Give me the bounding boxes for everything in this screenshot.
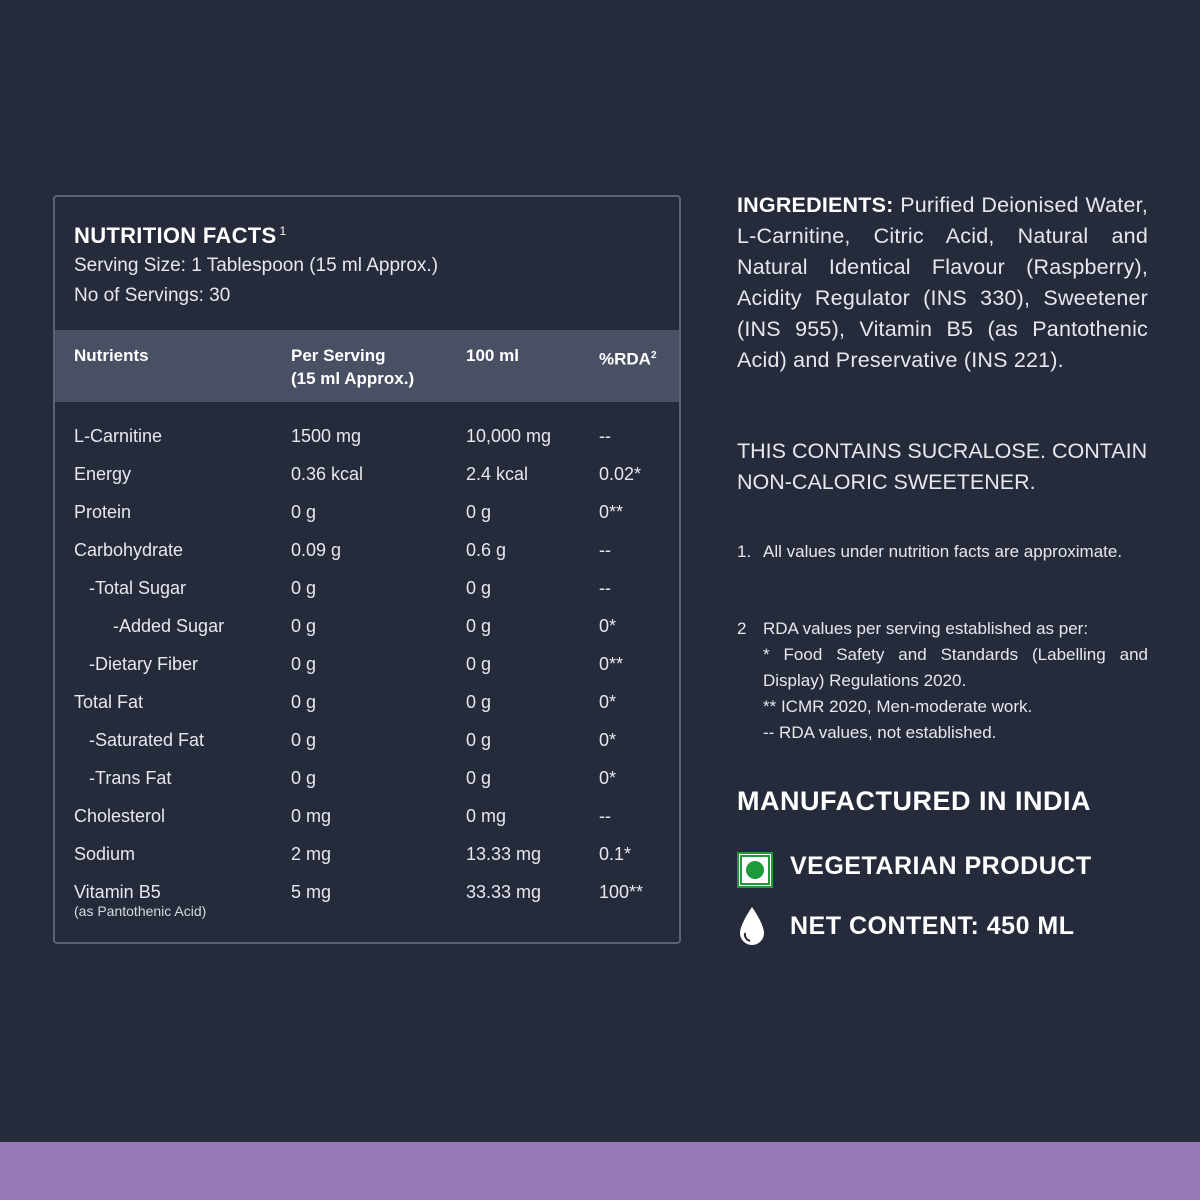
nutrient-name: Vitamin B5 xyxy=(74,882,161,902)
per-serving-value: 0 mg xyxy=(291,806,332,826)
table-row xyxy=(55,806,679,844)
nutrient-name: L-Carnitine xyxy=(74,426,163,446)
ingredients-block xyxy=(737,190,1148,376)
per-100ml-value: 2.4 kcal xyxy=(466,464,529,484)
nutrient-name: -Dietary Fiber xyxy=(89,654,199,674)
nutrient-name: -Saturated Fat xyxy=(89,730,205,750)
footnote-2-fssai: * Food Safety and Standards (Labelling and Display) Regulations 2020. xyxy=(763,645,1148,690)
vegetarian-product-label: VEGETARIAN PRODUCT xyxy=(790,852,1092,880)
nutrient-name: Cholesterol xyxy=(74,806,166,826)
per-serving-value: 0 g xyxy=(291,692,317,712)
per-100ml-value: 0 g xyxy=(466,616,492,636)
header-rda: %RDA$^2$ xyxy=(599,349,657,369)
manufactured-in-india: MANUFACTURED IN INDIA xyxy=(737,786,1091,816)
footnote-2-number: 2 xyxy=(737,619,747,638)
per-100ml-value: 10,000 mg xyxy=(466,426,552,446)
per-100ml-value: 0 g xyxy=(466,578,492,598)
per-100ml-value: 0 g xyxy=(466,502,492,522)
footnote-2-not-established: -- RDA values, not established. xyxy=(763,723,997,742)
header-per-serving: Per Serving (15 ml Approx.) xyxy=(291,346,415,388)
per-serving-value: 2 mg xyxy=(291,844,332,864)
footer-color-band xyxy=(0,1142,1200,1200)
rda-value: -- xyxy=(599,426,611,446)
per-100ml-value: 0 g xyxy=(466,654,492,674)
table-row xyxy=(55,768,679,806)
ingredients-label: INGREDIENTS: xyxy=(737,193,894,217)
table-row xyxy=(55,654,679,692)
table-row xyxy=(55,426,679,464)
per-serving-value: 0 g xyxy=(291,768,317,788)
per-serving-value: 0 g xyxy=(291,578,317,598)
nutrition-table-header xyxy=(55,330,679,402)
nutrient-name: Sodium xyxy=(74,844,136,864)
number-of-servings: No of Servings: 30 xyxy=(74,285,231,306)
table-row xyxy=(55,692,679,730)
nutrient-name: Total Fat xyxy=(74,692,144,712)
net-content-label: NET CONTENT: 450 ML xyxy=(790,912,1075,940)
header-per-100ml: 100 ml xyxy=(466,346,519,365)
footnote-2 xyxy=(737,616,1148,746)
per-serving-value: 0.09 g xyxy=(291,540,342,560)
vegetarian-mark-icon xyxy=(737,852,773,888)
per-serving-value: 0 g xyxy=(291,730,317,750)
table-row xyxy=(55,844,679,882)
per-100ml-value: 0 g xyxy=(466,768,492,788)
footnote-1-number: 1. xyxy=(737,542,752,561)
ingredients-text: Purified Deionised Water, L-Carnitine, Citric Acid, Natural and Natural Identical Flavour (Raspberry), Acidity Regulator (INS 330), Sweetener (INS 955), Vitamin B5 (as Pantothenic Acid) and Preservative (INS 221). xyxy=(737,193,1148,372)
rda-value: 100** xyxy=(599,882,644,902)
table-row xyxy=(55,540,679,578)
rda-value: 0.02* xyxy=(599,464,642,484)
rda-value: 0** xyxy=(599,654,624,674)
rda-value: -- xyxy=(599,806,611,826)
nutrition-facts-title: NUTRITION FACTS $^1$ xyxy=(74,223,287,248)
per-serving-value: 1500 mg xyxy=(291,426,362,446)
vitamin-b5-note: (as Pantothenic Acid) xyxy=(74,903,207,919)
rda-value: 0.1* xyxy=(599,844,632,864)
rda-value: -- xyxy=(599,540,611,560)
per-100ml-value: 0 mg xyxy=(466,806,507,826)
nutrient-name: -Trans Fat xyxy=(89,768,172,788)
per-100ml-value: 33.33 mg xyxy=(466,882,542,902)
footnote-2-icmr: ** ICMR 2020, Men-moderate work. xyxy=(763,697,1033,716)
serving-size: Serving Size: 1 Tablespoon (15 ml Approx.) xyxy=(74,255,439,276)
per-100ml-value: 0.6 g xyxy=(466,540,507,560)
table-row xyxy=(55,730,679,768)
per-serving-value: 0 g xyxy=(291,616,317,636)
nutrient-name: -Added Sugar xyxy=(113,616,225,636)
footnote-2-text: RDA values per serving established as per: xyxy=(763,619,1089,638)
rda-value: 0* xyxy=(599,616,617,636)
nutrient-name: Carbohydrate xyxy=(74,540,184,560)
rda-value: 0* xyxy=(599,692,617,712)
per-100ml-value: 0 g xyxy=(466,692,492,712)
rda-value: 0* xyxy=(599,730,617,750)
nutrient-name: Energy xyxy=(74,464,132,484)
per-serving-value: 0.36 kcal xyxy=(291,464,364,484)
sucralose-notice: THIS CONTAINS SUCRALOSE. CONTAIN NON-CALORIC SWEETENER. xyxy=(737,439,1148,494)
rda-value: 0** xyxy=(599,502,624,522)
footnote-1-text: All values under nutrition facts are approximate. xyxy=(763,542,1123,561)
nutrient-name: Protein xyxy=(74,502,132,522)
per-serving-value: 5 mg xyxy=(291,882,332,902)
rda-value: 0* xyxy=(599,768,617,788)
table-row xyxy=(55,578,679,616)
nutrition-facts-panel xyxy=(53,195,681,944)
header-nutrients: Nutrients xyxy=(74,346,149,365)
rda-value: -- xyxy=(599,578,611,598)
nutrient-name: -Total Sugar xyxy=(89,578,187,598)
per-100ml-value: 0 g xyxy=(466,730,492,750)
table-row xyxy=(55,616,679,654)
per-serving-value: 0 g xyxy=(291,654,317,674)
footnote-1 xyxy=(737,539,1148,565)
per-100ml-value: 13.33 mg xyxy=(466,844,542,864)
water-drop-icon xyxy=(738,906,766,948)
table-row xyxy=(55,502,679,540)
table-row xyxy=(55,464,679,502)
per-serving-value: 0 g xyxy=(291,502,317,522)
